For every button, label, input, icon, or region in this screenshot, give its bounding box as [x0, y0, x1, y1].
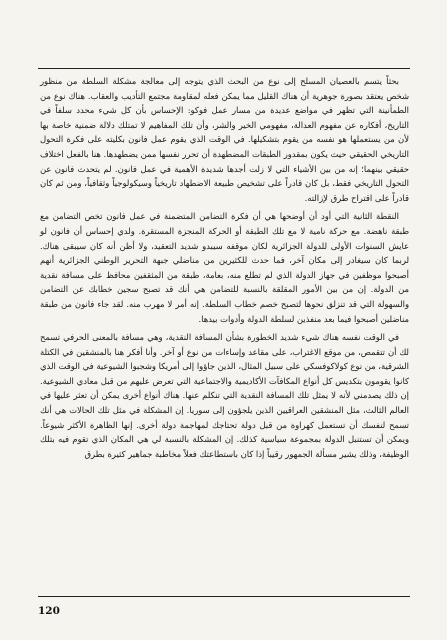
body-text: [40, 74, 409, 461]
paragraph-1: بحثاً يتسم بالعصيان المسلح إلى نوع من البحث الذي يتوجه إلى معالجة مشكلة السلطة من منظور شخص يعتقد بصورة جوهرية أن هناك القليل مما يمكن فعله لمقاومة مجتمع التأديب والعقاب. هناك نوع من الطمأنينة التي تظهر في مواضع عديدة من مسار عمل فوكو: الإحساس بأن كل شيء محدد سلفاً في التاريخ، أفكاره عن مفهوم العدالة، مفهومي الخير والشر، وأن تلك المفاهيم لا تمتلك دلالة ضمنية خاصة بها لأن من يستعملها هو نفسه من يقوم بتشكيلها. في الوقت الذي يقوم عمل فانون بكليته على فكرة التحول التاريخي الحقيقي حيث يكون بمقدور الطبقات المضطهدة أن تحرر نفسها ممن يضطهدها. هنا بالفعل اختلاف حقيقي بينهما؛ إنه من بين الأشياء التي لا زلت أجدها شديدة الأهمية في عمل فانون. لم يتحدث فانون عن التحول التاريخي فقط، بل كان قادراً على تشخيص طبيعة الاضطهاد تاريخياً وسيكولوجياً وثقافياً، ومن ثم كان قادراً على اقتراح طرق لإزالته.: [40, 76, 409, 203]
top-rule: [38, 68, 410, 69]
paragraph-3: في الوقت نفسه هناك شيء شديد الخطورة بشأن المسافة النقدية، وهي مسافة بالمعنى الحرفي تسمح لك أن تتقمص، من موقع الاغتراب، على مقاعد وإساءات من نوع أو آخر. وأنا أفكر هنا بالمنشقين في الكتلة الشرقية، من نوع كولاكوفسكي على سبيل المثال، الذين جاؤوا إلى أمريكا وشجبوا الشيوعية في الوقت الذي كانوا يقومون بتكديس كل أنواع المكافآت الأكاديمية والاجتماعية التي تعرض عليهم من قبل معادي الشيوعية. إن ذلك يصدمني لأنه لا يمثل تلك المسافة النقدية التي تنكلم عنها. هناك أنواع أخرى يمكن أن تعثر عليها في العالم الثالث، مثل المنشقين العراقيين الذين يلجؤون إلى سوريا. إن المشكلة في مثل تلك الحالات هي أنك تسمح لنفسك أن تستعمل كهراوة من قبل دولة تحتاجك لمهاجمة دولة أخرى. إنها الظاهرة الأكثر شيوعاً. ويمكن أن تستنبل الدولة بمجموعة سياسية كذلك. إن المشكلة بالنسبة لي هي المكان الذي تقوم فيه بتلك الوظيفة، وذلك يشير مسألة الجمهور رقيباً إذا كان باستطاعتك فعلاً مخاطبة جماهير كثيرة بطرق: [40, 332, 409, 459]
bottom-rule: [38, 596, 410, 597]
paragraph-2: النقطة الثانية التي أود أن أوضحها هي أن فكرة التضامن المتضمنة في عمل فانون تخص التضامن مع طبقة ناهضة. مع حركة نامية لا مع تلك الطبقة أو الحركة المنجزة المستقرة. ولدي إحساس أن فانون لو عايش السنوات الأولى للدولة الجزائرية لكان موقفه سيبدو شديد التعقيد، ولا أظن أنه كان سيبقى هناك. لربما كان سيغادر إلى مكان آخر، فما حدث للكثيرين من مناضلي جبهة التحرير الوطني الجزائرية أنهم أصبحوا موظفين في جهاز الدولة الذي لم تطلع منه، بعامة، طبقة من المثقفين محافظ على مسافة نقدية من الدولة. إن من بين الأمور المقلقة بالنسبة للتضامن هي أنك قد تصبح سجين خطابك عن التضامن والسهولة التي قد تنزلق نحوها لتصبح خصم خطاب السلطة. إنه أمر لا مهرب منه. لقد جاء فانون من طبقة مناضلين أصبحوا فيما بعد منفذين لسلطة الدولة وأدوات بيدها.: [40, 211, 409, 324]
page-number: 120: [38, 605, 60, 617]
